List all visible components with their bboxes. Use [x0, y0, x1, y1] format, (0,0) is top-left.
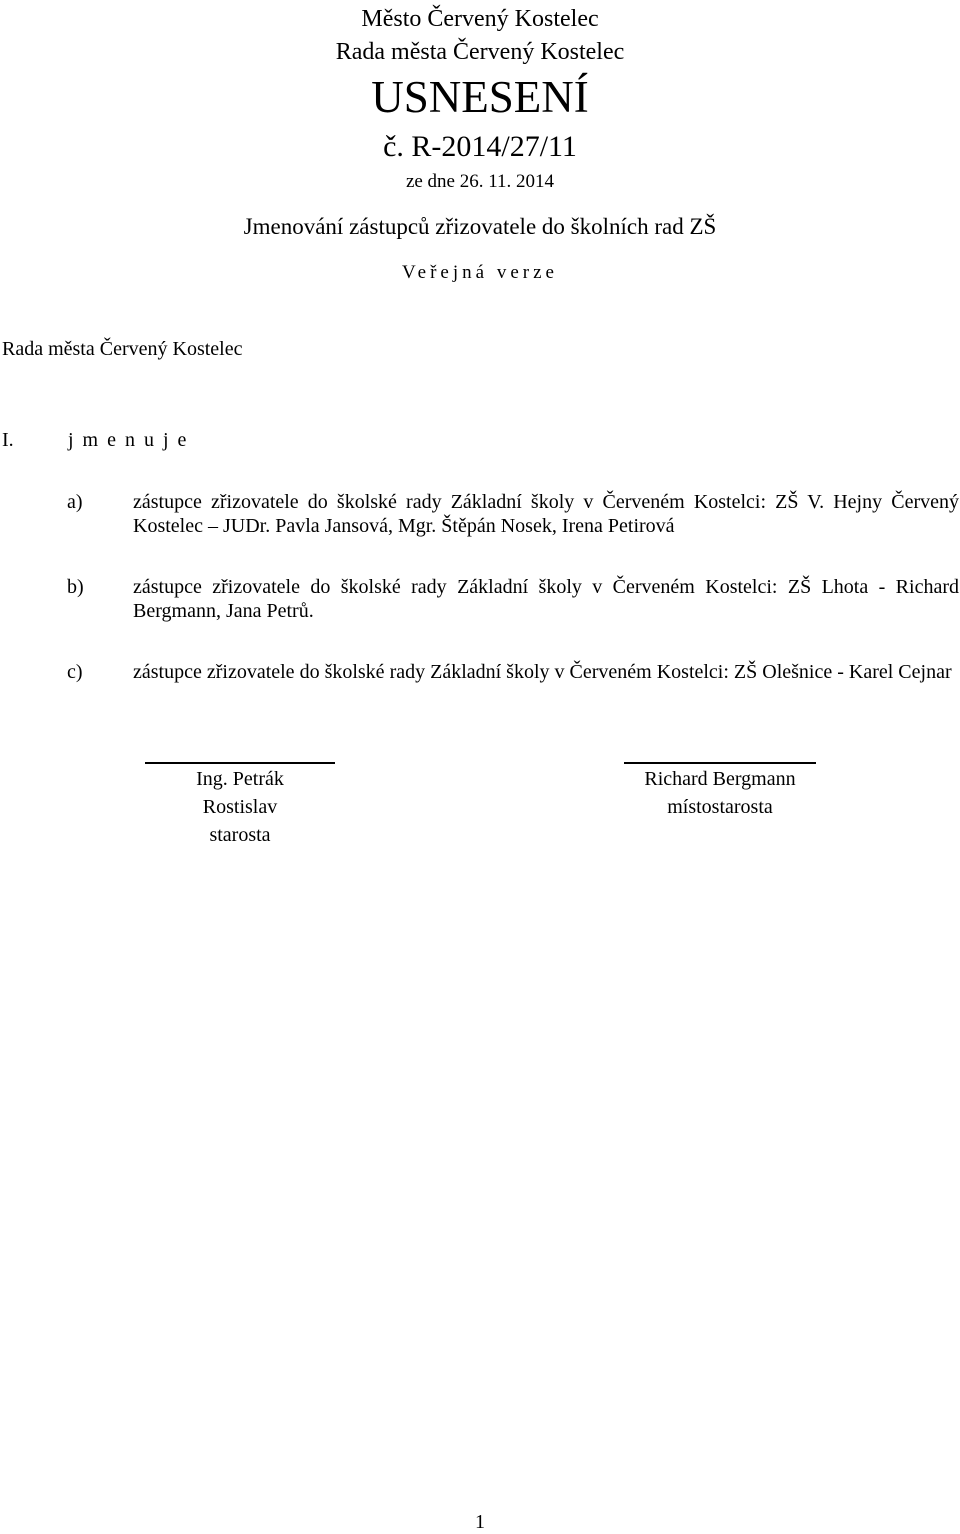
- document-version: Veřejná verze: [402, 262, 558, 283]
- signature-line: [624, 762, 816, 764]
- document-type: USNESENÍ: [371, 72, 589, 122]
- signature-block-deputy-mayor: [600, 765, 840, 821]
- signatory-name: Richard Bergmann: [644, 768, 796, 790]
- item-text: zástupce zřizovatele do školské rady Základní školy v Červeném Kostelci: ZŠ V. Hejny Červený Kostelec – JUDr. Pavla Jansová, Mgr. Štěpán Nosek, Irena Petirová: [133, 491, 959, 537]
- section-verb: jmenuje: [68, 429, 196, 451]
- signatory-role: starosta: [209, 824, 271, 846]
- page-number: 1: [475, 1511, 485, 1533]
- council-title: Rada města Červený Kostelec: [335, 39, 625, 65]
- signatory-name: Ing. Petrák: [196, 768, 284, 790]
- resolving-body: Rada města Červený Kostelec: [2, 338, 243, 360]
- signatory-name-continued: Rostislav: [202, 796, 278, 818]
- section-number: I.: [2, 429, 14, 451]
- item-label: b): [67, 576, 84, 598]
- item-text: zástupce zřizovatele do školské rady Základní školy v Červeném Kostelci: ZŠ Olešnice - Karel Cejnar: [133, 661, 952, 683]
- signature-line: [145, 762, 335, 764]
- signature-block-mayor: [140, 765, 340, 849]
- signatory-role: místostarosta: [667, 796, 773, 818]
- item-text: zástupce zřizovatele do školské rady Základní školy v Červeném Kostelci: ZŠ Lhota - Richard Bergmann, Jana Petrů.: [133, 576, 959, 622]
- document-date: ze dne 26. 11. 2014: [405, 171, 555, 192]
- city-name: Město Červený Kostelec: [361, 6, 599, 32]
- document-number: č. R-2014/27/11: [383, 130, 577, 163]
- document-subject: Jmenování zástupců zřizovatele do školních rad ZŠ: [243, 214, 717, 239]
- item-label: a): [67, 491, 83, 513]
- item-label: c): [67, 661, 83, 683]
